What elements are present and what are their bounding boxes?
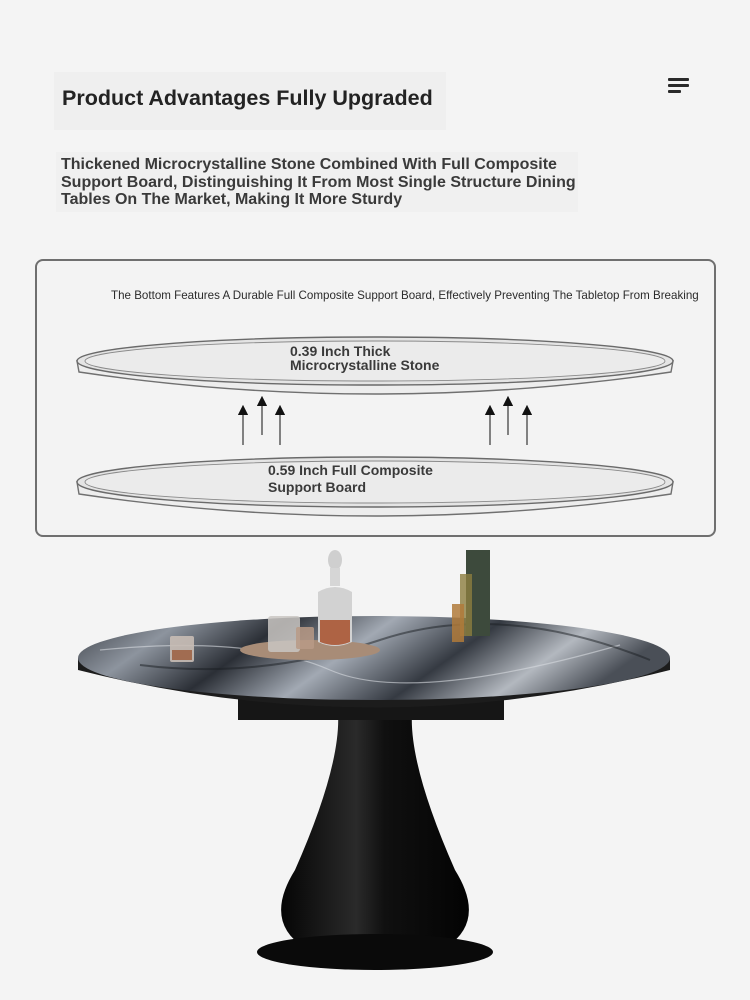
decanter-decor	[318, 550, 352, 646]
diagram-note: The Bottom Features A Durable Full Composite Support Board, Effectively Preventing The Tabletop From Breaking	[111, 289, 699, 302]
stone-layer-label-line: 0.39 Inch Thick	[290, 343, 391, 359]
up-arrow-icon	[243, 401, 280, 445]
marble-tabletop	[78, 616, 670, 708]
up-arrow-icon	[490, 401, 527, 445]
description-line: Support Board, Distinguishing It From Most Single Structure Dining	[61, 173, 576, 191]
product-image	[0, 540, 750, 1000]
support-board-label-line: Support Board	[268, 479, 366, 495]
support-board-label	[268, 462, 433, 496]
description-line: Tables On The Market, Making It More Sturdy	[61, 191, 403, 209]
table-base	[257, 688, 493, 970]
stone-layer-label-line: Microcrystalline Stone	[290, 357, 440, 373]
page-title: Product Advantages Fully Upgraded	[62, 86, 433, 110]
description-line: Thickened Microcrystalline Stone Combined With Full Composite	[61, 156, 557, 173]
support-board-label-line: 0.59 Inch Full Composite	[268, 462, 433, 478]
vase-decor	[452, 550, 490, 642]
stone-layer-label	[290, 344, 439, 372]
